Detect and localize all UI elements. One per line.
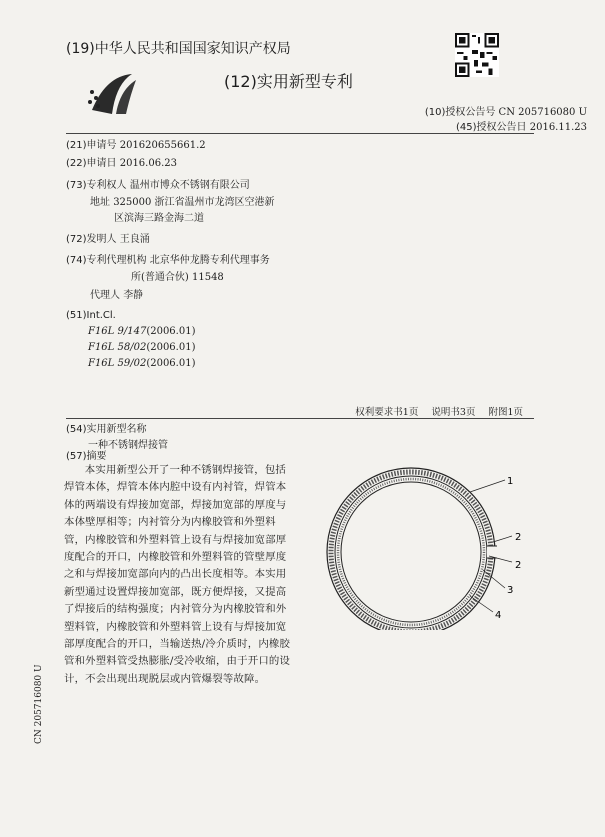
publication-number-value: CN 205716080 U [498, 107, 587, 118]
inner-rubber-hatch [338, 479, 484, 625]
publication-date [456, 118, 587, 133]
class-code: F16L 58/02 [88, 342, 147, 353]
figure-label: 1 [507, 476, 514, 487]
document-type: (12)实用新型专利 [224, 72, 353, 91]
figure-label: 2 [515, 532, 522, 543]
inventor [66, 232, 150, 248]
address-label: 地址 [90, 197, 110, 208]
patentee-label: (73)专利权人 [66, 180, 127, 191]
address [90, 195, 275, 211]
qr-code [455, 33, 499, 77]
class-entry [88, 324, 195, 340]
class-year: (2006.01) [146, 342, 196, 353]
patentee-value: 温州市博众不锈钢有限公司 [129, 180, 250, 191]
claims-pages: 权利要求书1页 [355, 407, 419, 418]
outer-plastic-tube [335, 476, 487, 628]
class-year: (2006.01) [146, 326, 196, 337]
application-number [66, 138, 206, 154]
class-entry [88, 340, 195, 356]
patentee [66, 178, 250, 194]
agent [90, 288, 143, 304]
side-publication-code: CN 205716080 U [34, 664, 44, 744]
inventor-label: (72)发明人 [66, 234, 117, 245]
header-rule [66, 133, 534, 134]
figure-label: 2 [515, 560, 522, 571]
class-year: (2006.01) [146, 358, 196, 369]
application-number-value: 201620655661.2 [119, 140, 206, 151]
publication-number-label: (10)授权公告号 [424, 107, 496, 118]
class-entry [88, 356, 195, 372]
publication-date-value: 2016.11.23 [529, 122, 587, 133]
description-pages: 说明书3页 [431, 407, 476, 418]
address-line-2: 区滨海三路金海二道 [114, 213, 204, 224]
cnipa-logo [86, 70, 142, 118]
publication-number [425, 103, 587, 118]
office-name: (19)中华人民共和国国家知识产权局 [66, 41, 291, 57]
class-code: F16L 59/02 [88, 358, 147, 369]
agency-line-1: 北京华仲龙腾专利代理事务 [149, 255, 270, 266]
abstract-text: 本实用新型公开了一种不锈钢焊接管，包括焊管本体，焊管本体内腔中设有内衬管，焊管本体的两端设有焊接加宽部，焊接加宽部的厚度与本体壁厚相等；内衬管分为内橡胶管和外塑料管，内橡胶管和外塑料管上设有与焊接加宽部厚度配合的开口，内橡胶管和外塑料管的管壁厚度之和与焊接加宽部向内的凸出长度相等。本实用新型通过设置焊接加宽部，既方便焊接，又提高了焊接后的结构强度；内衬管分为内橡胶管和外塑料管，内橡胶管和外塑料管上设有与焊接加宽部厚度配合的开口，当输送热/冷介质时，内橡胶管和外塑料管受热膨胀/受冷收缩，由于开口的设计，不会出现出现脱层或内管爆裂等故障。 [64, 464, 291, 685]
application-date-label: (22)申请日 [66, 158, 117, 169]
agency [66, 253, 270, 269]
section-rule [66, 418, 534, 419]
intcl-label: (51)Int.Cl. [66, 310, 116, 321]
inner-rubber-tube [341, 482, 481, 622]
drawings-pages: 附图1页 [488, 407, 523, 418]
application-date-value: 2016.06.23 [119, 158, 177, 169]
pipe-outer-wall [327, 468, 495, 630]
agent-value: 李静 [123, 290, 144, 301]
figure-label: 4 [495, 610, 502, 621]
weld-gap [487, 546, 497, 558]
publication-date-label: (45)授权公告日 [456, 122, 527, 133]
agent-label: 代理人 [90, 290, 120, 301]
pipe-cross-section-figure [296, 460, 536, 630]
utility-name-label: (54)实用新型名称 [66, 424, 147, 435]
pages-info [345, 404, 523, 418]
figure-label: 3 [507, 585, 514, 596]
class-code: F16L 9/147 [88, 326, 147, 337]
address-line-1: 325000 浙江省温州市龙湾区空港新 [113, 197, 275, 208]
abstract-label: (57)摘要 [66, 451, 107, 462]
application-number-label: (21)申请号 [66, 140, 117, 151]
agency-label: (74)专利代理机构 [66, 255, 147, 266]
utility-name: 一种不锈钢焊接管 [88, 440, 168, 451]
inventor-value: 王良涌 [119, 234, 150, 245]
pipe-wall-hatch [331, 472, 491, 630]
application-date [66, 156, 177, 172]
agency-line-2: 所(普通合伙) 11548 [131, 272, 224, 283]
